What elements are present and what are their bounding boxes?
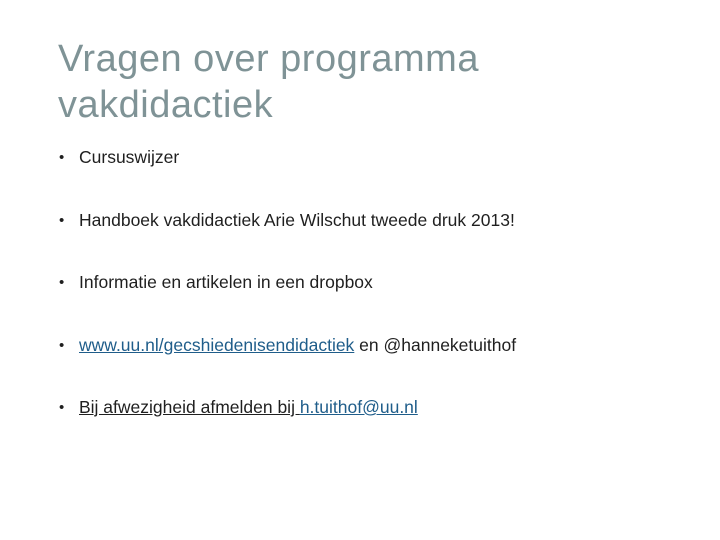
- email-link[interactable]: h.tuithof@uu.nl: [299, 397, 418, 417]
- bullet-text: Cursuswijzer: [79, 147, 180, 167]
- bullet-dropbox: [58, 267, 698, 298]
- bullet-handboek: [58, 205, 698, 236]
- slide-title: Vragen over programma vakdidactiek: [58, 38, 479, 126]
- bullet-cursuswijzer: [58, 142, 698, 173]
- afmelden-text: Bij afwezigheid afmelden bij: [79, 397, 300, 417]
- website-link[interactable]: www.uu.nl/gecshiedenisendidactiek: [79, 334, 355, 355]
- bullet-text: Handboek vakdidactiek Arie Wilschut tweede druk 2013!: [79, 209, 515, 230]
- bullet-afmelden: [58, 392, 698, 423]
- bullet-icon: •: [59, 211, 65, 229]
- bullet-list: [58, 142, 698, 455]
- bullet-icon: •: [59, 274, 65, 291]
- bullet-icon: •: [59, 399, 65, 416]
- bullet-website: [58, 330, 698, 361]
- bullet-icon: •: [59, 149, 65, 166]
- bullet-icon: •: [59, 336, 65, 354]
- twitter-handle-text: en @hanneketuithof: [354, 334, 517, 355]
- bullet-text: Informatie en artikelen in een dropbox: [79, 272, 373, 292]
